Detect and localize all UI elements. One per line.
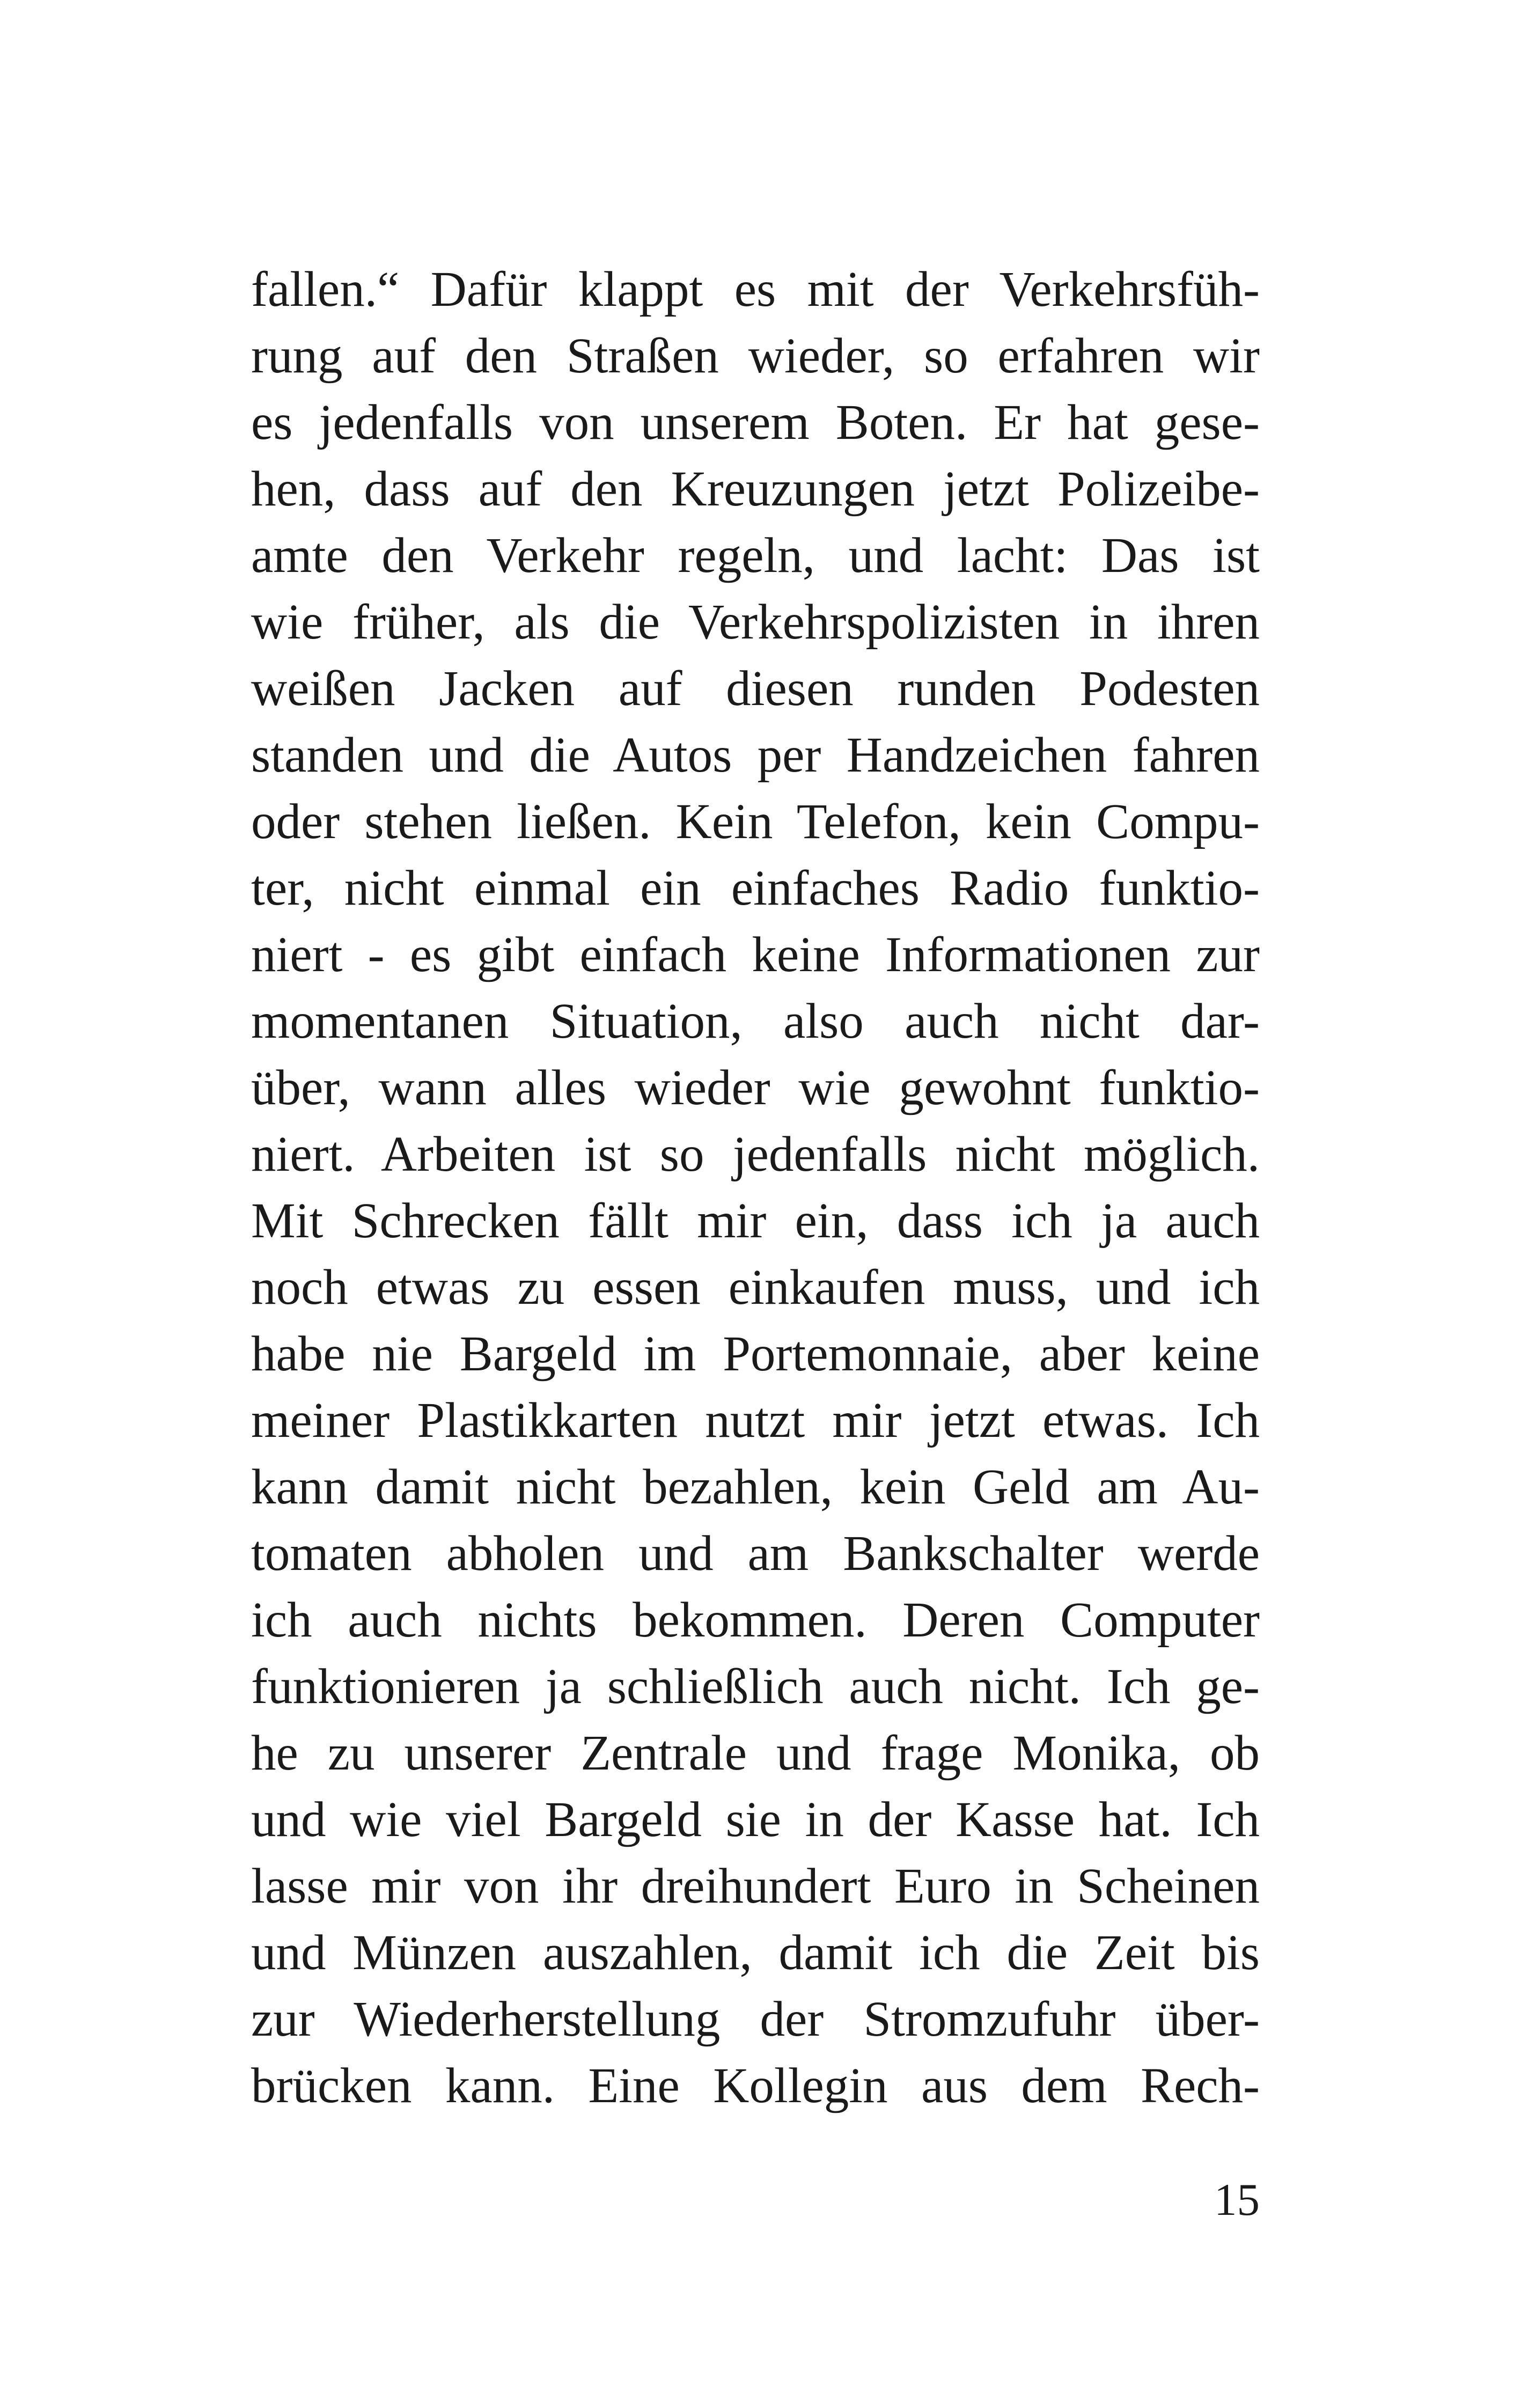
text-line: funktionieren ja schließlich auch nicht. Ich ge- [251,1659,1260,1714]
text-line: und wie viel Bargeld sie in der Kasse hat. Ich [251,1792,1260,1847]
text-line: noch etwas zu essen einkaufen muss, und ich [251,1260,1260,1315]
text-line: habe nie Bargeld im Portemonnaie, aber keine [251,1326,1260,1382]
text-line: niert. Arbeiten ist so jedenfalls nicht möglich. [251,1127,1260,1182]
text-line: oder stehen ließen. Kein Telefon, kein Compu- [251,794,1260,849]
text-line: wie früher, als die Verkehrspolizisten in ihren [251,594,1260,650]
text-line: momentanen Situation, also auch nicht dar- [251,994,1260,1049]
text-line: niert - es gibt einfach keine Informationen zur [251,927,1260,982]
text-line: ich auch nichts bekommen. Deren Computer [251,1592,1260,1648]
text-line: Mit Schrecken fällt mir ein, dass ich ja auch [251,1193,1260,1249]
text-line: meiner Plastikkarten nutzt mir jetzt etwas. Ich [251,1393,1260,1448]
text-line: über, wann alles wieder wie gewohnt funktio- [251,1060,1260,1115]
text-line: standen und die Autos per Handzeichen fahren [251,728,1260,783]
text-line: lasse mir von ihr dreihundert Euro in Scheinen [251,1859,1260,1914]
text-line: brücken kann. Eine Kollegin aus dem Rech- [251,2058,1260,2113]
page-number: 15 [1214,2175,1260,2225]
text-line: zur Wiederherstellung der Stromzufuhr über- [251,1992,1260,2047]
text-line: tomaten abholen und am Bankschalter werde [251,1526,1260,1581]
text-line: kann damit nicht bezahlen, kein Geld am Au- [251,1459,1260,1515]
text-line: rung auf den Straßen wieder, so erfahren wir [251,328,1260,384]
text-line: amte den Verkehr regeln, und lacht: Das ist [251,528,1260,583]
text-line: und Münzen auszahlen, damit ich die Zeit bis [251,1925,1260,1980]
text-line: weißen Jacken auf diesen runden Podesten [251,661,1260,716]
body-text [251,256,1260,2119]
text-line: ter, nicht einmal ein einfaches Radio funktio- [251,861,1260,916]
text-line: fallen.“ Dafür klappt es mit der Verkehrsfüh- [251,262,1260,317]
text-line: es jedenfalls von unserem Boten. Er hat gese- [251,395,1260,450]
text-line: he zu unserer Zentrale und frage Monika, ob [251,1726,1260,1781]
text-line: hen, dass auf den Kreuzungen jetzt Polizeibe- [251,461,1260,517]
